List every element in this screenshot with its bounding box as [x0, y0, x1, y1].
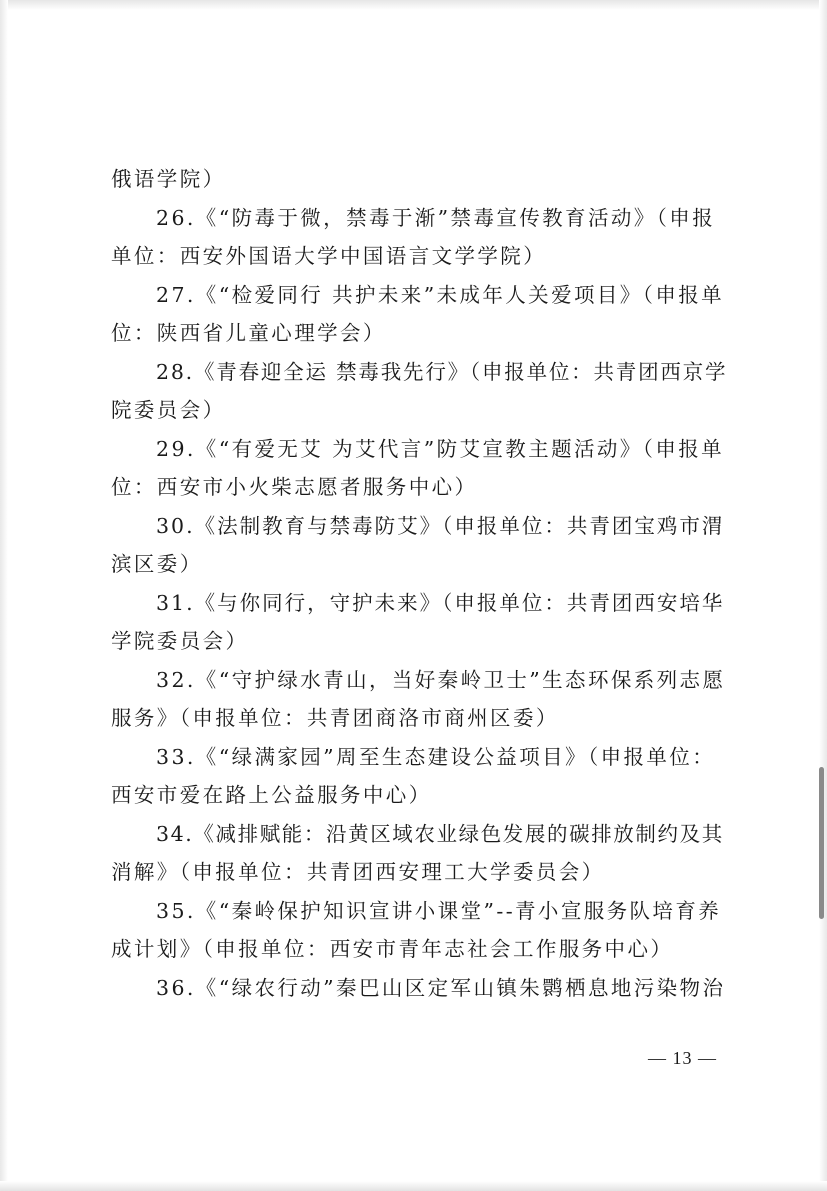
document-body: [111, 160, 727, 1007]
text-line: 32.《“守护绿水青山，当好秦岭卫士”生态环保系列志愿: [156, 667, 726, 692]
page-shadow-left: [0, 0, 8, 1191]
text-line: 36.《“绿农行动”秦巴山区定军山镇朱鹮栖息地污染物治: [156, 975, 726, 1000]
page-shadow-bottom: [0, 1181, 827, 1191]
text-line: 31.《与你同行，守护未来》（申报单位：共青团西安培华: [156, 590, 725, 615]
text-line: 位：陕西省儿童心理学会）: [111, 321, 386, 345]
text-line: 学院委员会）: [111, 629, 249, 653]
page-number: — 13 —: [648, 1048, 717, 1068]
text-line: 34.《减排赋能：沿黄区域农业绿色发展的碳排放制约及其: [156, 821, 724, 846]
text-line: 成计划》（申报单位：西安市青年志社会工作服务中心）: [111, 937, 674, 961]
text-line: 35.《“秦岭保护知识宣讲小课堂”--青小宣服务队培育养: [156, 898, 722, 923]
text-line: 28.《青春迎全运 禁毒我先行》（申报单位：共青团西京学: [156, 359, 727, 384]
page-shadow-right: [819, 0, 827, 1191]
text-line: 29.《“有爱无艾 为艾代言”防艾宣教主题活动》（申报单: [156, 436, 725, 461]
page-shadow-top: [0, 0, 827, 10]
vertical-scrollbar-thumb[interactable]: [819, 767, 824, 919]
text-line: 26.《“防毒于微，禁毒于渐”禁毒宣传教育活动》（申报: [156, 205, 716, 230]
text-line: 消解》（申报单位：共青团西安理工大学委员会）: [111, 860, 605, 884]
text-line: 单位：西安外国语大学中国语言文学学院）: [111, 244, 547, 268]
text-line: 滨区委）: [111, 552, 203, 576]
text-line: 33.《“绿满家园”周至生态建设公益项目》（申报单位：: [156, 744, 716, 769]
text-line: 服务》（申报单位：共青团商洛市商州区委）: [111, 706, 559, 730]
text-line: 27.《“检爱同行 共护未来”未成年人关爱项目》（申报单: [156, 282, 725, 307]
text-line: 位：西安市小火柴志愿者服务中心）: [111, 475, 478, 499]
text-line: 30.《法制教育与禁毒防艾》（申报单位：共青团宝鸡市渭: [156, 513, 725, 538]
text-line: 西安市爱在路上公益服务中心）: [111, 783, 432, 807]
text-line: 院委员会）: [111, 398, 226, 422]
text-line: 俄语学院）: [111, 167, 226, 191]
